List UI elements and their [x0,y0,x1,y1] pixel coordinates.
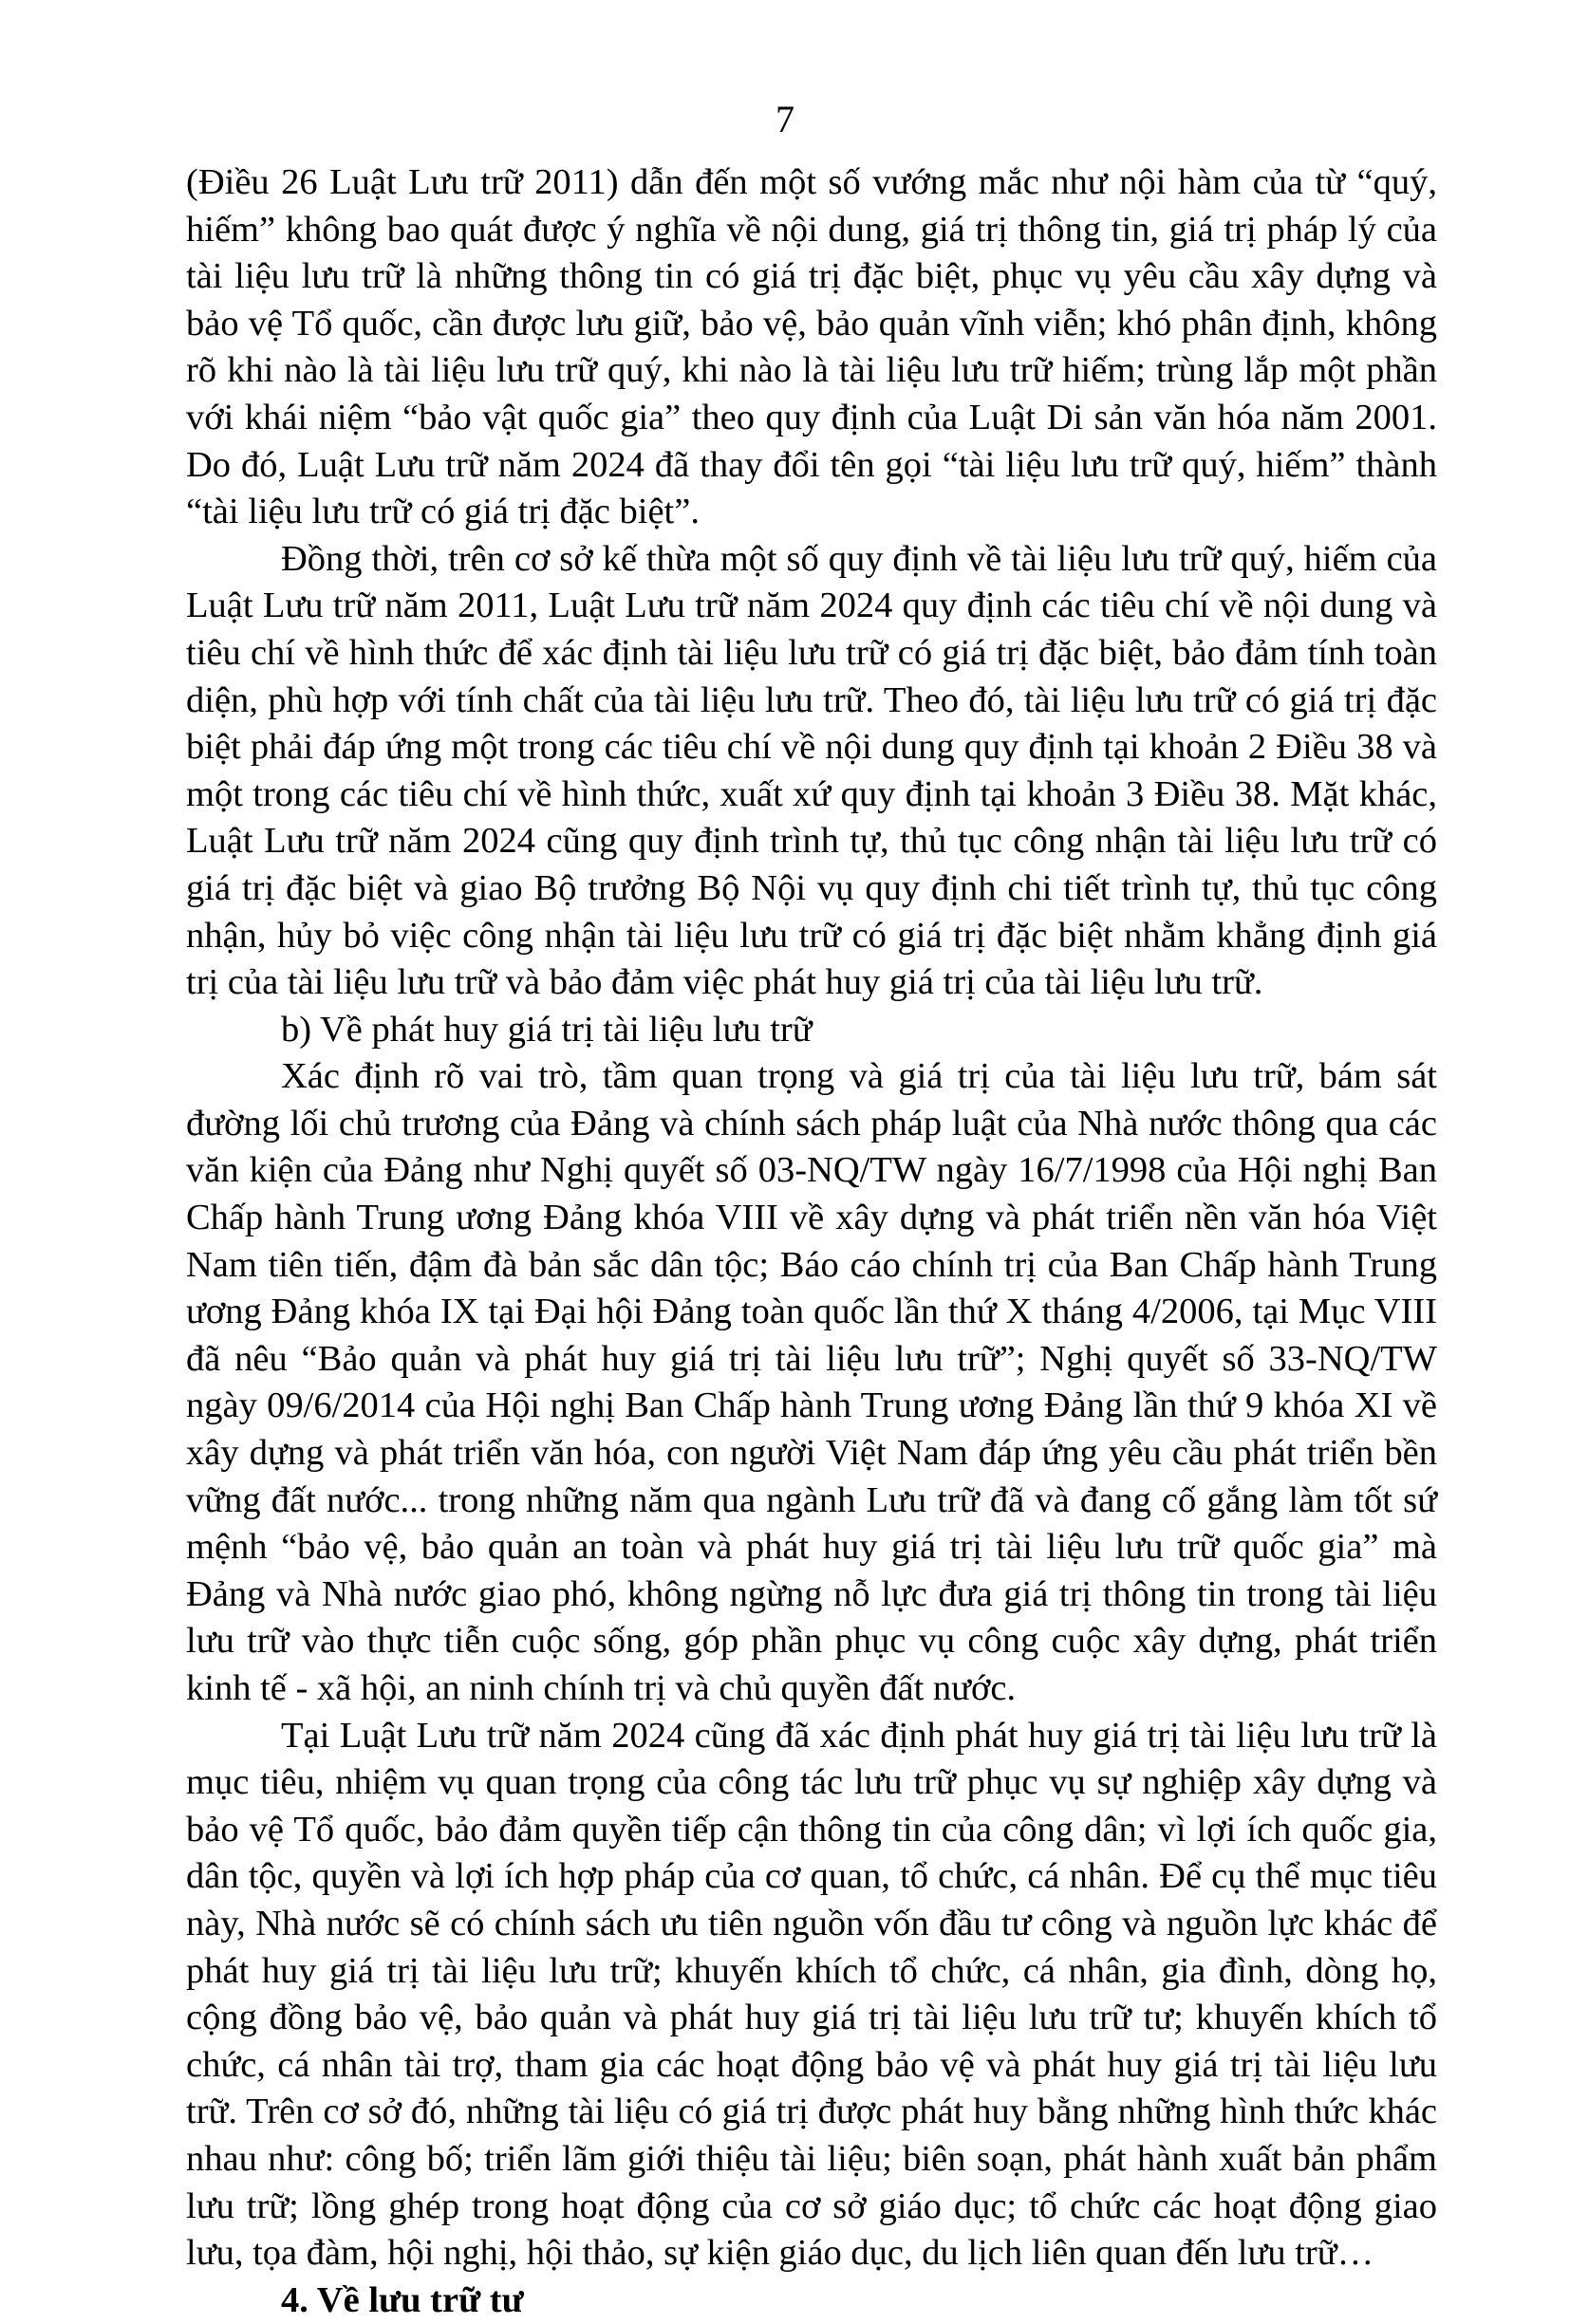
document-body [186,159,1437,2324]
paragraph-continuation: (Điều 26 Luật Lưu trữ 2011) dẫn đến một số vướng mắc như nội hàm của từ “quý, hiếm” không bao quát được ý nghĩa về nội dung, giá trị thông tin, giá trị pháp lý của tài liệu lưu trữ là những thông tin có giá trị đặc biệt, phục vụ yêu cầu xây dựng và bảo vệ Tổ quốc, cần được lưu giữ, bảo vệ, bảo quản vĩnh viễn; khó phân định, không rõ khi nào là tài liệu lưu trữ quý, khi nào là tài liệu lưu trữ hiếm; trùng lắp một phần với khái niệm “bảo vật quốc gia” theo quy định của Luật Di sản văn hóa năm 2001. Do đó, Luật Lưu trữ năm 2024 đã thay đổi tên gọi “tài liệu lưu trữ quý, hiếm” thành “tài liệu lưu trữ có giá trị đặc biệt”. [186,162,1437,532]
section-heading: 4. Về lưu trữ tư [281,2279,524,2320]
paragraph-special-value-criteria: Đồng thời, trên cơ sở kế thừa một số quy định về tài liệu lưu trữ quý, hiếm của Luật Lưu trữ năm 2011, Luật Lưu trữ năm 2024 quy định các tiêu chí về nội dung và tiêu chí về hình thức để xác định tài liệu lưu trữ có giá trị đặc biệt, bảo đảm tính toàn diện, phù hợp với tính chất của tài liệu lưu trữ. Theo đó, tài liệu lưu trữ có giá trị đặc biệt phải đáp ứng một trong các tiêu chí về nội dung quy định tại khoản 2 Điều 38 và một trong các tiêu chí về hình thức, xuất xứ quy định tại khoản 3 Điều 38. Mặt khác, Luật Lưu trữ năm 2024 cũng quy định trình tự, thủ tục công nhận tài liệu lưu trữ có giá trị đặc biệt và giao Bộ trưởng Bộ Nội vụ quy định chi tiết trình tự, thủ tục công nhận, hủy bỏ việc công nhận tài liệu lưu trữ có giá trị đặc biệt nhằm khẳng định giá trị của tài liệu lưu trữ và bảo đảm việc phát huy giá trị của tài liệu lưu trữ. [186,538,1437,1003]
paragraph-law-2024-promotion: Tại Luật Lưu trữ năm 2024 cũng đã xác định phát huy giá trị tài liệu lưu trữ là mục tiêu, nhiệm vụ quan trọng của công tác lưu trữ phục vụ sự nghiệp xây dựng và bảo vệ Tổ quốc, bảo đảm quyền tiếp cận thông tin của công dân; vì lợi ích quốc gia, dân tộc, quyền và lợi ích hợp pháp của cơ quan, tổ chức, cá nhân. Để cụ thể mục tiêu này, Nhà nước sẽ có chính sách ưu tiên nguồn vốn đầu tư công và nguồn lực khác để phát huy giá trị tài liệu lưu trữ; khuyến khích tổ chức, cá nhân, gia đình, dòng họ, cộng đồng bảo vệ, bảo quản và phát huy giá trị tài liệu lưu trữ tư; khuyến khích tổ chức, cá nhân tài trợ, tham gia các hoạt động bảo vệ và phát huy giá trị tài liệu lưu trữ. Trên cơ sở đó, những tài liệu có giá trị được phát huy bằng những hình thức khác nhau như: công bố; triển lãm giới thiệu tài liệu; biên soạn, phát hành xuất bản phẩm lưu trữ; lồng ghép trong hoạt động của cơ sở giáo dục; tổ chức các hoạt động giao lưu, tọa đàm, hội nghị, hội thảo, sự kiện giáo dục, du lịch liên quan đến lưu trữ… [186,1715,1437,2274]
subsection-heading-b: b) Về phát huy giá trị tài liệu lưu trữ [281,1009,813,1050]
paragraph-party-documents: Xác định rõ vai trò, tầm quan trọng và giá trị của tài liệu lưu trữ, bám sát đường lối chủ trương của Đảng và chính sách pháp luật của Nhà nước thông qua các văn kiện của Đảng như Nghị quyết số 03-NQ/TW ngày 16/7/1998 của Hội nghị Ban Chấp hành Trung ương Đảng khóa VIII về xây dựng và phát triển nền văn hóa Việt Nam tiên tiến, đậm đà bản sắc dân tộc; Báo cáo chính trị của Ban Chấp hành Trung ương Đảng khóa IX tại Đại hội Đảng toàn quốc lần thứ X tháng 4/2006, tại Mục VIII đã nêu “Bảo quản và phát huy giá trị tài liệu lưu trữ”; Nghị quyết số 33-NQ/TW ngày 09/6/2014 của Hội nghị Ban Chấp hành Trung ương Đảng lần thứ 9 khóa XI về xây dựng và phát triển văn hóa, con người Việt Nam đáp ứng yêu cầu phát triển bền vững đất nước... trong những năm qua ngành Lưu trữ đã và đang cố gắng làm tốt sứ mệnh “bảo vệ, bảo quản an toàn và phát huy giá trị tài liệu lưu trữ quốc gia” mà Đảng và Nhà nước giao phó, không ngừng nỗ lực đưa giá trị thông tin trong tài liệu lưu trữ vào thực tiễn cuộc sống, góp phần phục vụ công cuộc xây dựng, phát triển kinh tế - xã hội, an ninh chính trị và chủ quyền đất nước. [186,1056,1437,1708]
page-number: 7 [776,98,794,140]
